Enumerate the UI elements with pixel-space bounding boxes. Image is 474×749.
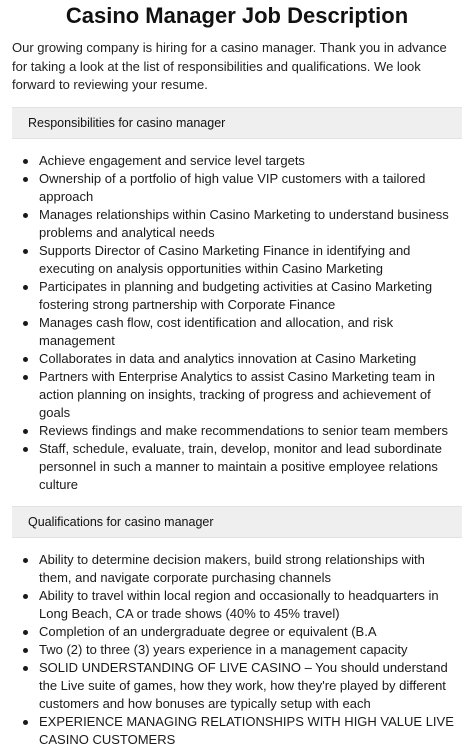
list-item: EXPERIENCE MANAGING RELATIONSHIPS WITH HIGH VALUE LIVE CASINO CUSTOMERS	[12, 713, 462, 749]
list-item: Completion of an undergraduate degree or equivalent (B.A	[12, 623, 462, 641]
list-item: Two (2) to three (3) years experience in a management capacity	[12, 641, 462, 659]
list-item: Manages relationships within Casino Marketing to understand business problems and analytical needs	[12, 206, 462, 242]
list-item: Staff, schedule, evaluate, train, develop, monitor and lead subordinate personnel in such a manner to maintain a positive employee relations culture	[12, 440, 462, 494]
responsibilities-list	[12, 152, 462, 494]
list-item: Participates in planning and budgeting activities at Casino Marketing fostering strong partnership with Corporate Finance	[12, 278, 462, 314]
intro-paragraph: Our growing company is hiring for a casino manager. Thank you in advance for taking a look at the list of responsibilities and qualifications. We look forward to reviewing your resume.	[12, 40, 447, 92]
list-item: Ownership of a portfolio of high value VIP customers with a tailored approach	[12, 170, 462, 206]
qualifications-list	[12, 551, 462, 749]
list-item: Ability to determine decision makers, build strong relationships with them, and navigate corporate purchasing channels	[12, 551, 462, 587]
list-item: Reviews findings and make recommendations to senior team members	[12, 422, 462, 440]
list-item: Ability to travel within local region and occasionally to headquarters in Long Beach, CA or trade shows (40% to 45% travel)	[12, 587, 462, 623]
list-item: Achieve engagement and service level targets	[12, 152, 462, 170]
responsibilities-heading: Responsibilities for casino manager	[12, 107, 462, 139]
list-item: SOLID UNDERSTANDING OF LIVE CASINO – You should understand the Live suite of games, how they work, how they're played by different customers and how bonuses are typically setup with each	[12, 659, 462, 713]
list-item: Collaborates in data and analytics innovation at Casino Marketing	[12, 350, 462, 368]
list-item: Supports Director of Casino Marketing Finance in identifying and executing on analysis opportunities within Casino Marketing	[12, 242, 462, 278]
list-item: Partners with Enterprise Analytics to assist Casino Marketing team in action planning on insights, tracking of progress and achievement of goals	[12, 368, 462, 422]
qualifications-heading: Qualifications for casino manager	[12, 506, 462, 538]
list-item: Manages cash flow, cost identification and allocation, and risk management	[12, 314, 462, 350]
page-title: Casino Manager Job Description	[65, 3, 409, 28]
